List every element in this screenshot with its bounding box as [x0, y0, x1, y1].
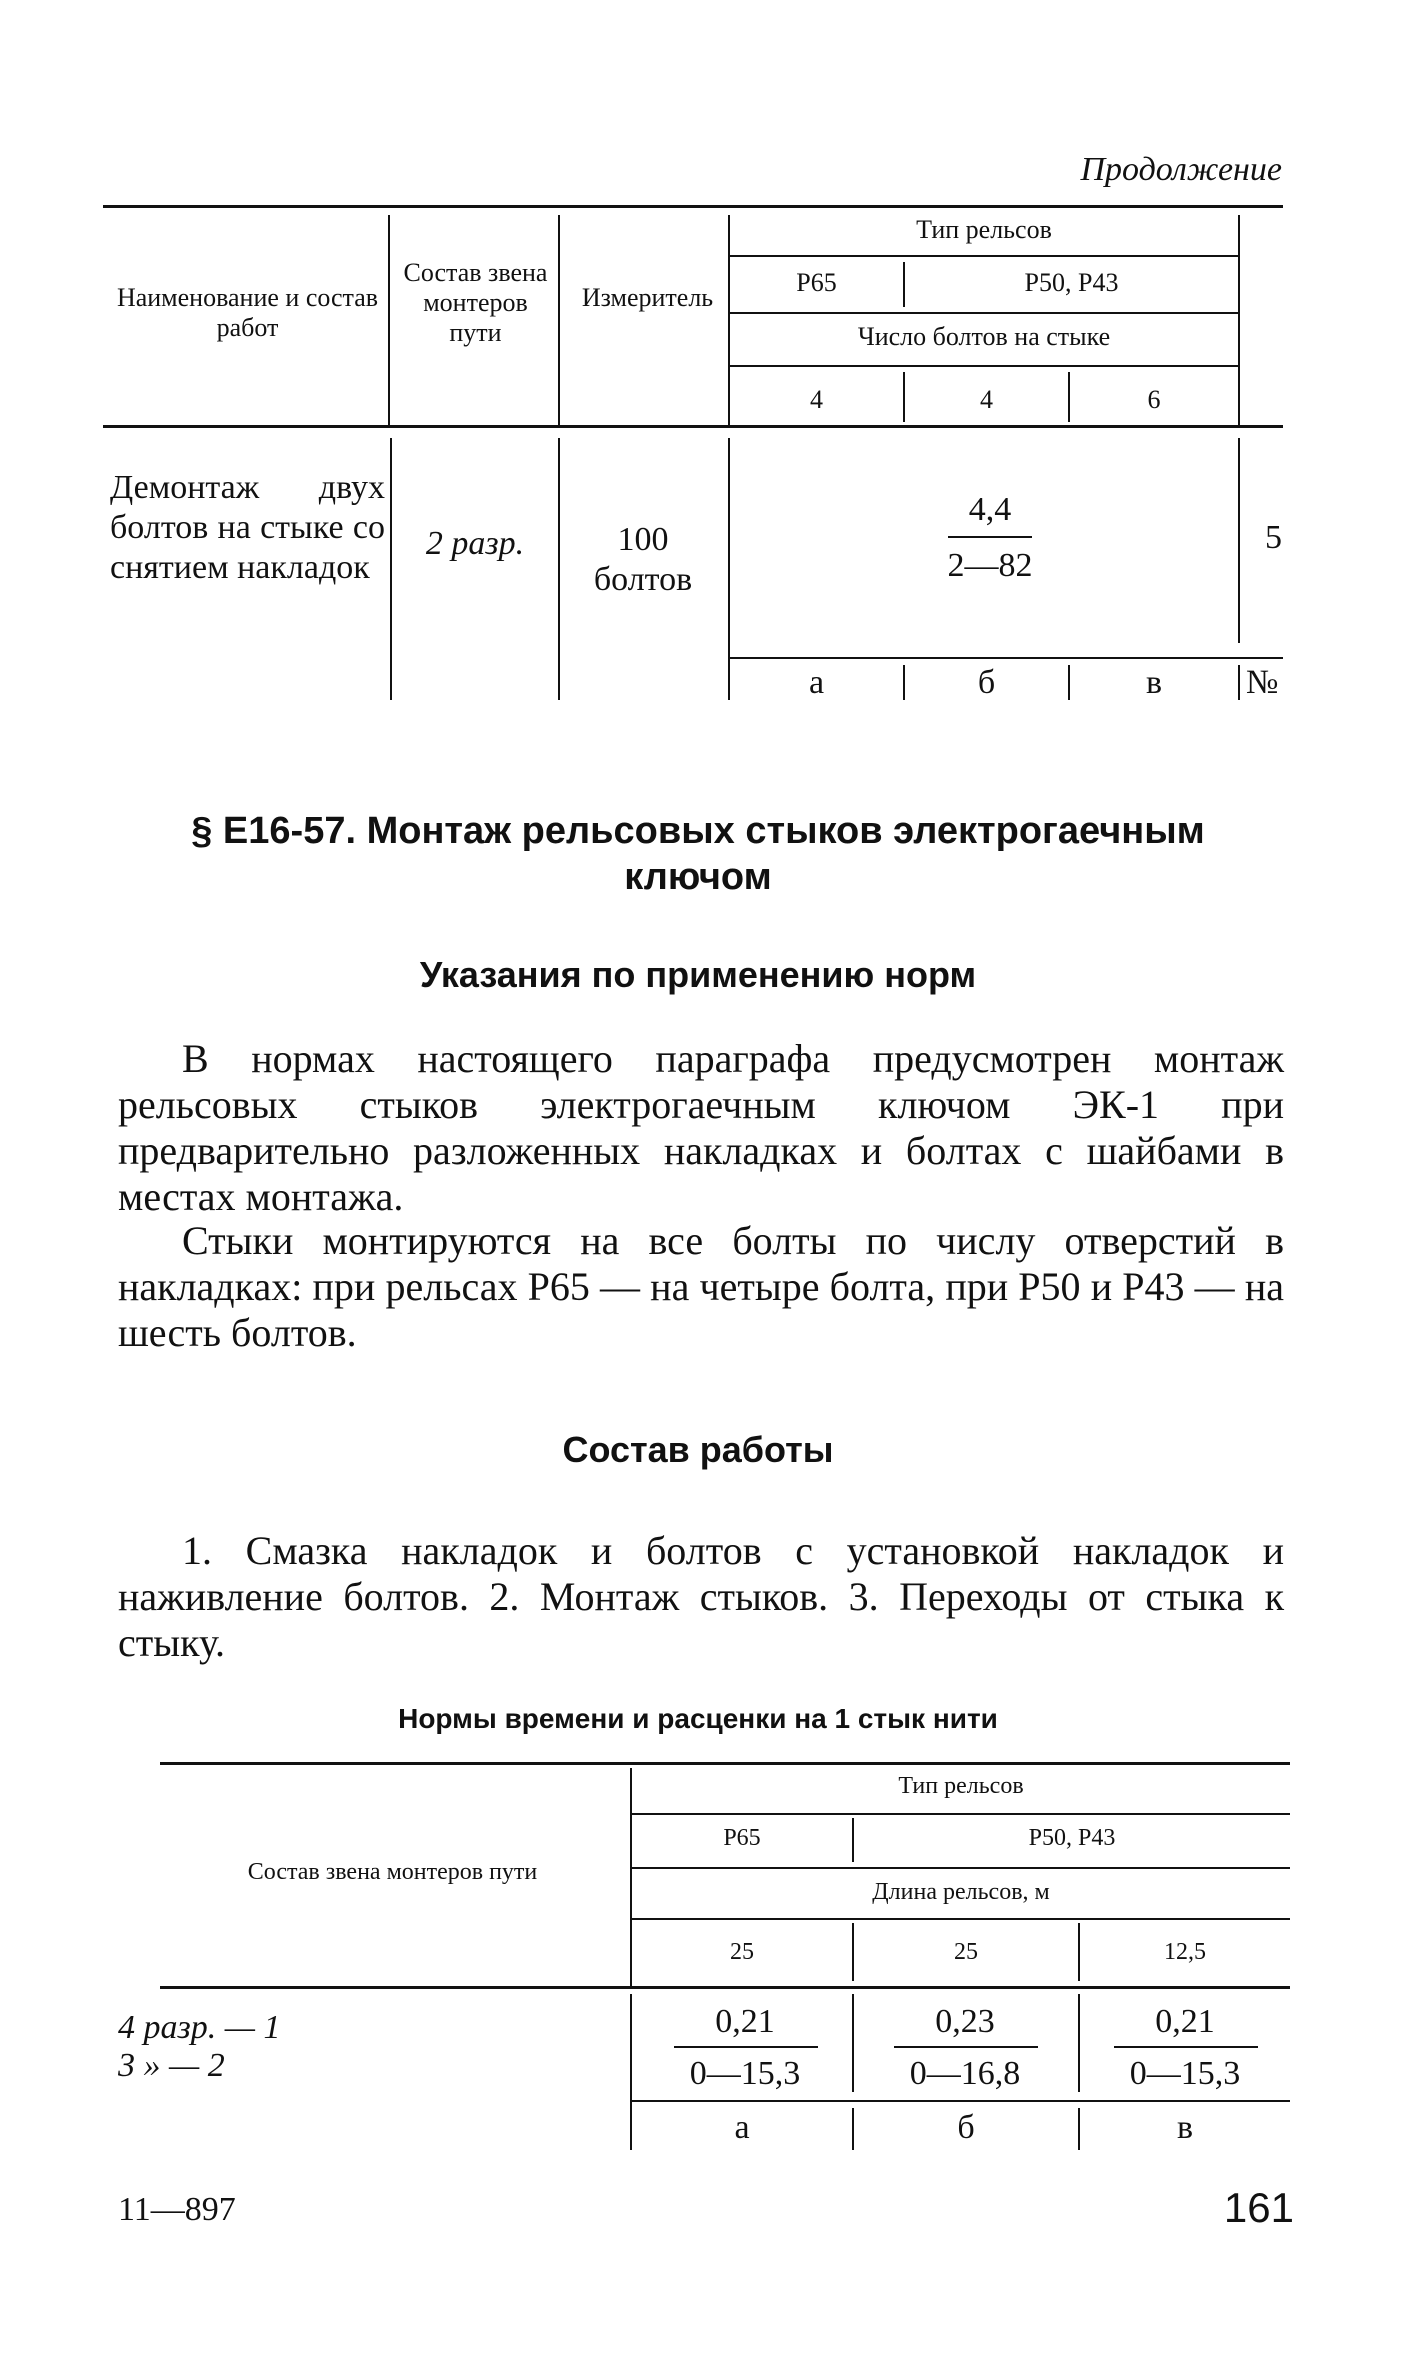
- row-unit: 100 болтов: [593, 521, 693, 598]
- paragraph-1: В нормах настоящего параграфа предусмотрен монтаж рельсовых стыков электрогаечным ключом ЭК-1 при предварительно разложенных накладках и болтах с шайбами в местах монтажа.: [118, 1036, 1284, 1219]
- header-col-4a: 4: [810, 385, 823, 414]
- row-value-top: 4,4: [968, 491, 1012, 528]
- table2-caption: Нормы времени и расценки на 1 стык нити: [398, 1703, 998, 1734]
- t2-b-bottom: 0—16,8: [909, 2055, 1021, 2092]
- header-p50-p43: Р50, Р43: [1024, 268, 1119, 297]
- t2-header-rail-type: Тип рельсов: [898, 1773, 1024, 1799]
- t2-header-rail-length: Длина рельсов, м: [872, 1879, 1050, 1905]
- t2-a-bottom: 0—15,3: [689, 2055, 801, 2092]
- work-composition-text: 1. Смазка накладок и болтов с установкой накладок и наживление болтов. 2. Монтаж стыков. 3. Переходы от стыка к стыку.: [118, 1528, 1284, 1665]
- t2-header-p50-p43: Р50, Р43: [1028, 1825, 1116, 1851]
- col-number-sign: №: [1246, 664, 1279, 701]
- continued-label: Продолжение: [1080, 151, 1282, 188]
- paragraph-2: Стыки монтируются на все болты по числу отверстий в накладках: при рельсах Р65 — на четыре болта, при Р50 и Р43 — на шесть болтов.: [118, 1218, 1284, 1355]
- subheading-work: Состав работы: [562, 1429, 834, 1470]
- header-col-6: 6: [1147, 385, 1161, 414]
- t2-header-len-c: 12,5: [1164, 1939, 1206, 1965]
- subheading-instructions: Указания по применению норм: [419, 954, 977, 995]
- page-number: 161: [1223, 2184, 1294, 2231]
- header-name: Наименование и состав работ: [116, 283, 379, 342]
- t2-col-letter-a: а: [734, 2109, 750, 2146]
- col-letter-v: в: [1145, 664, 1163, 701]
- row-name: Демонтаж двух болтов на стыке со снятием накладок: [110, 469, 385, 586]
- col-letter-a: а: [808, 664, 825, 701]
- t2-a-top: 0,21: [715, 2003, 775, 2040]
- header-unit: Измеритель: [581, 283, 714, 312]
- t2-crew-line-2: 3 » — 2: [118, 2047, 225, 2084]
- row-number: 5: [1265, 519, 1282, 556]
- t2-header-len-b: 25: [954, 1939, 978, 1965]
- section-title: § Е16-57. Монтаж рельсовых стыков электрогаечным ключом: [191, 810, 1205, 898]
- t2-c-bottom: 0—15,3: [1129, 2055, 1241, 2092]
- t2-b-top: 0,23: [935, 2003, 995, 2040]
- t2-header-len-a: 25: [730, 1939, 754, 1965]
- header-p65: Р65: [796, 268, 837, 297]
- header-bolts-per-joint: Число болтов на стыке: [857, 322, 1111, 351]
- footer-code: 11—897: [118, 2191, 236, 2228]
- header-col-4b: 4: [980, 385, 993, 414]
- t2-crew-line-1: 4 разр. — 1: [118, 2009, 281, 2046]
- t2-col-letter-b: б: [957, 2109, 975, 2146]
- t2-header-p65: Р65: [723, 1825, 761, 1851]
- t2-col-letter-v: в: [1176, 2109, 1194, 2146]
- header-rail-type: Тип рельсов: [916, 215, 1052, 244]
- row-crew: 2 разр.: [425, 525, 525, 562]
- header-crew: Состав звена монтеров пути: [403, 258, 548, 347]
- t2-c-top: 0,21: [1155, 2003, 1215, 2040]
- row-value-bottom: 2—82: [947, 547, 1033, 584]
- col-letter-b: б: [977, 664, 996, 701]
- t2-header-crew: Состав звена монтеров пути: [247, 1859, 538, 1885]
